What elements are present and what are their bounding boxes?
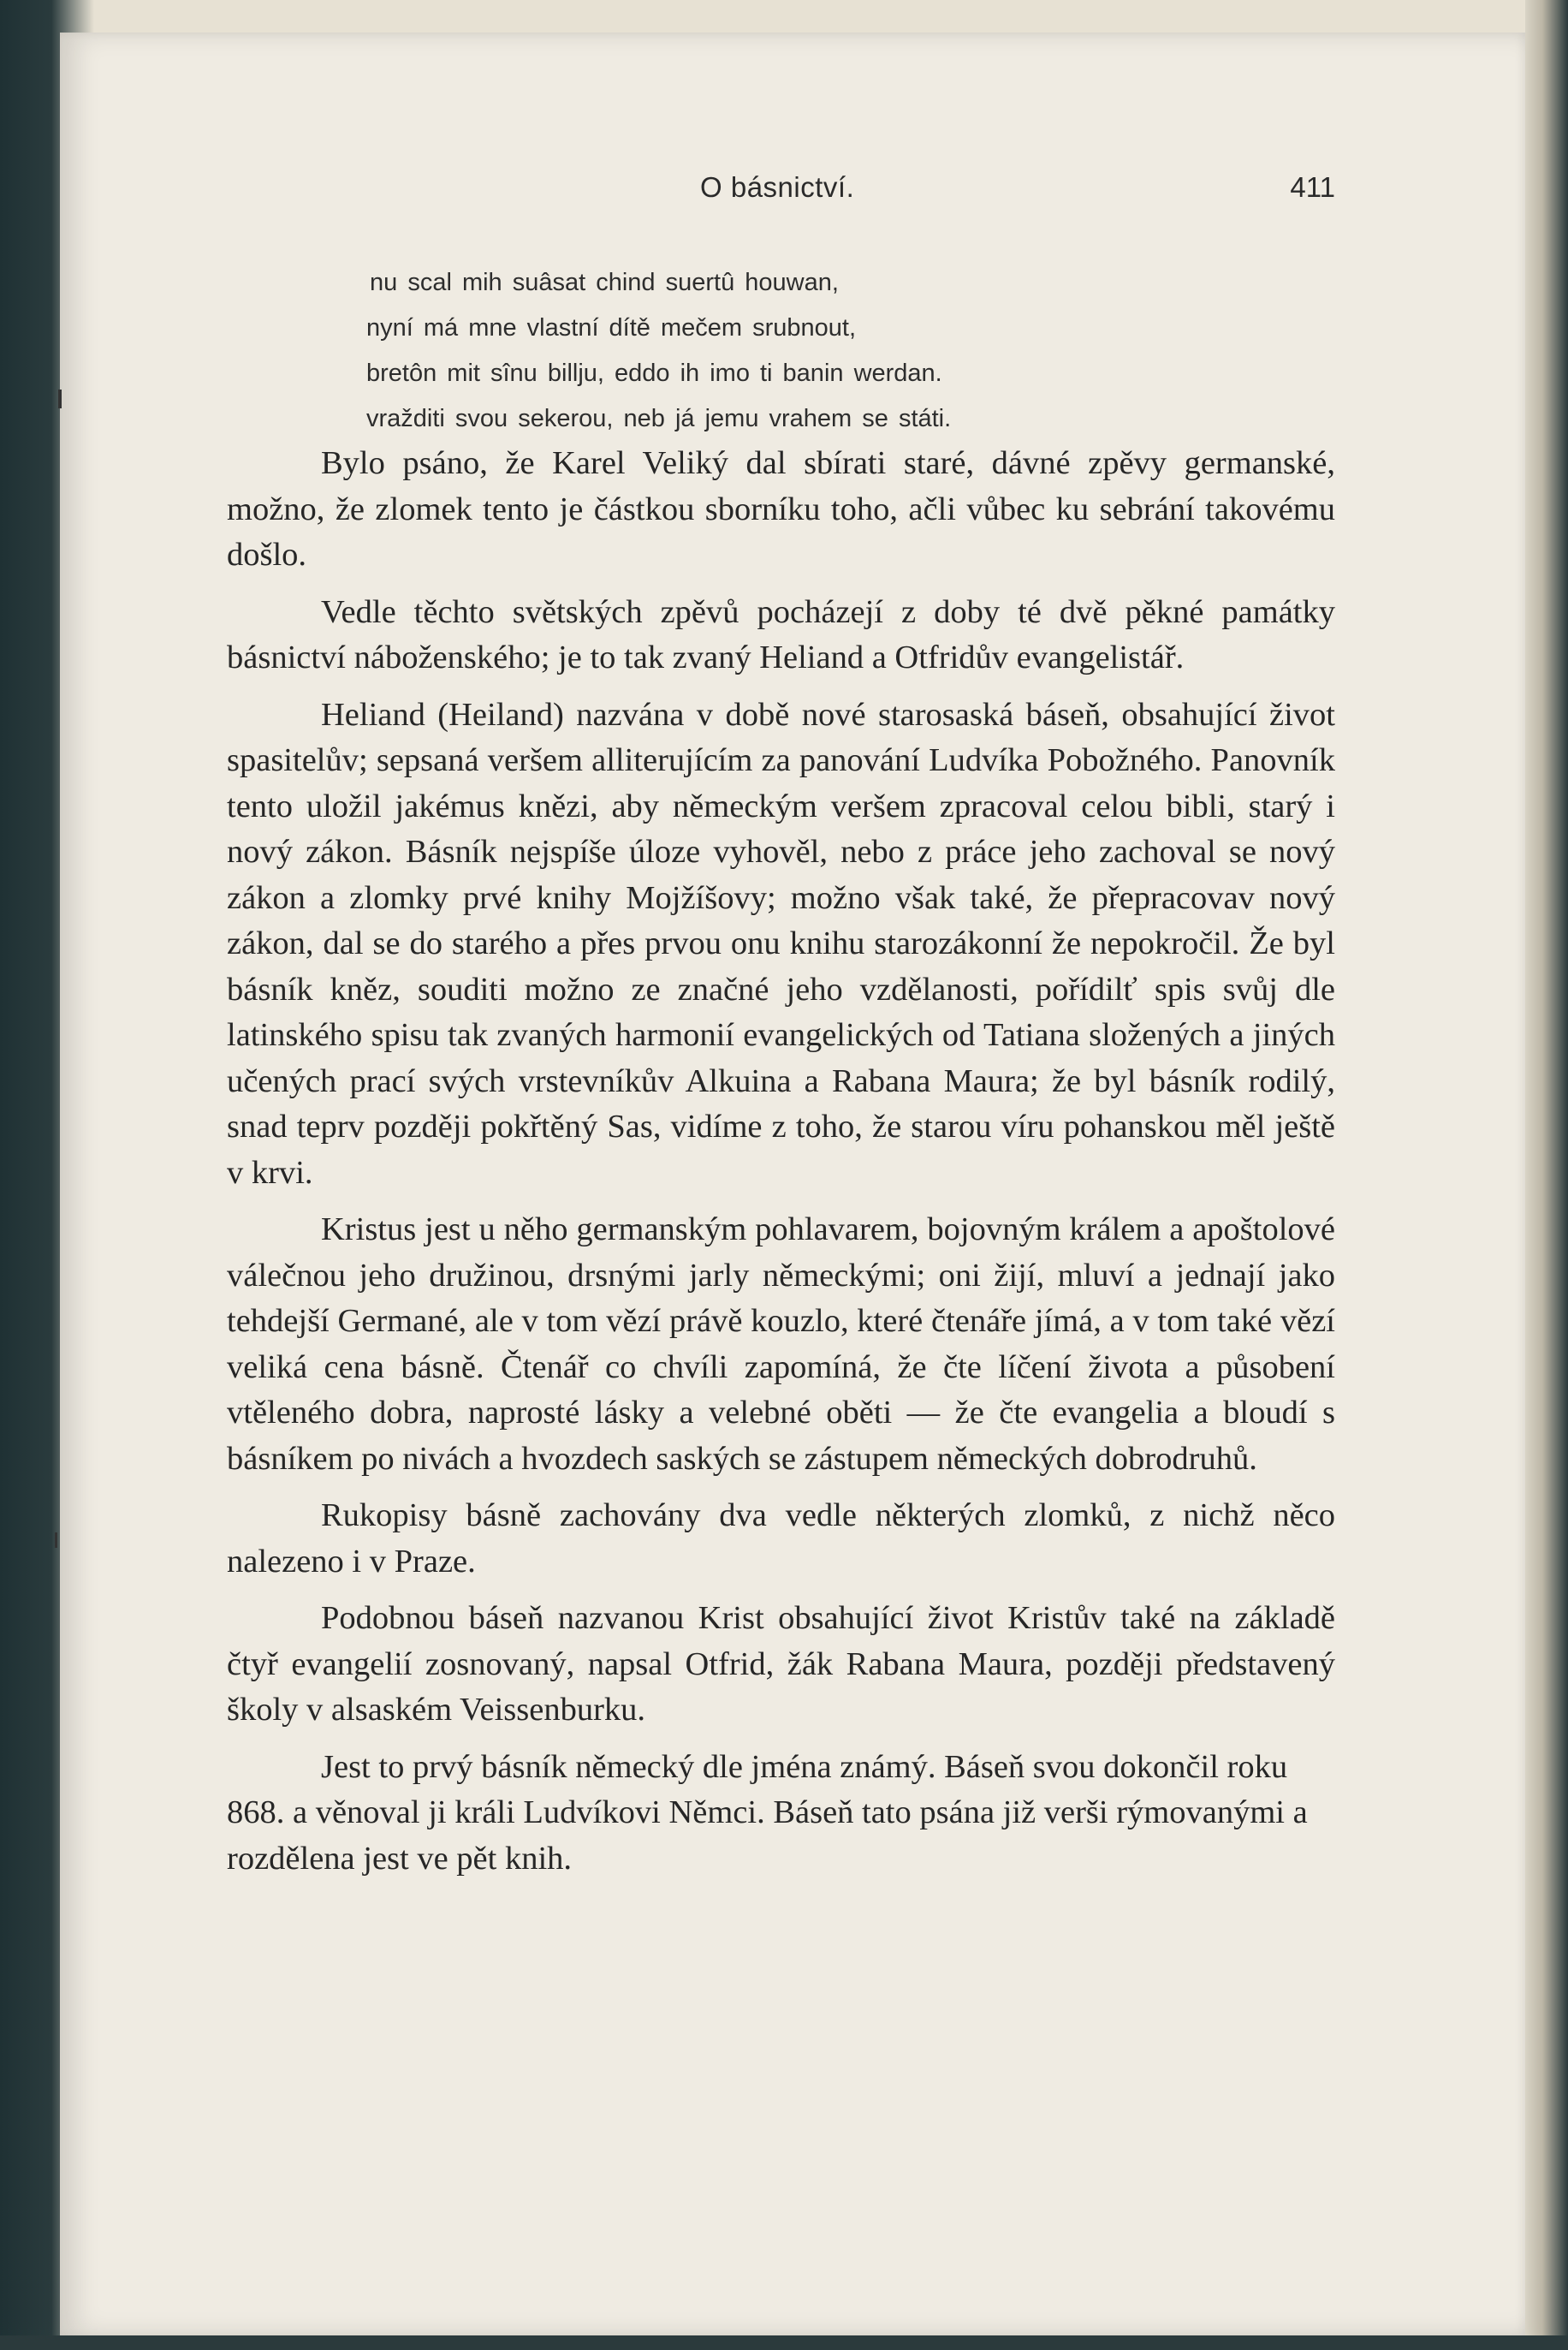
running-head: O básnictví. — [700, 171, 855, 203]
paragraph: Podobnou báseň nazvanou Krist obsahující život Kristův také na základě čtyř evangelií zosnovaný, napsal Otfrid, žák Rabana Maura, později představený školy v alsaském Veissenburku. — [227, 1600, 1335, 1728]
paragraph: Heliand (Heiland) nazvána v době nové starosaská báseň, obsahující život spasitelův; sepsaná veršem alliterujícím za panování Ludvíka Pobožného. Panovník tento uložil jakémus knězi, aby německým veršem zpracoval celou bibli, starý i nový zákon. Básník nejspíše úloze vyhověl, nebo z práce jeho zachoval se nový zákon a zlomky prvé knihy Mojžíšovy; možno však také, že přepracovav nový zákon, dal se do starého a přes prvou onu knihu starozákonní že nepokročil. Že byl básník kněz, souditi možno ze značné jeho vzdělanosti, pořídilť spis svůj dle latinského spisu tak zvaných harmonií evangelických od Tatiana složených a jiných učených prací svých vrstevníkův Alkuina a Rabana Maura; že byl básník rodilý, snad teprv později pokřtěný Sas, vidíme z toho, že starou víru pohanskou měl ještě v krvi. — [227, 696, 1335, 1191]
verse-quotation — [366, 260, 1188, 442]
gutter-mark — [55, 1532, 57, 1548]
gutter-mark — [58, 390, 62, 408]
verse-line: nu scal mih suâsat chind suertû houwan, — [370, 269, 839, 296]
page-header — [223, 171, 1335, 214]
verse-line: vražditi svou sekerou, neb já jemu vrahem se státi. — [366, 405, 952, 432]
paragraph: Rukopisy básně zachovány dva vedle některých zlomků, z nichž něco nalezeno i v Praze. — [227, 1497, 1335, 1580]
scan-bottom-edge — [0, 2335, 1568, 2350]
page-edge — [1525, 0, 1568, 2350]
paragraph: Vedle těchto světských zpěvů pocházejí z doby té dvě pěkné památky básnictví náboženského; je to tak zvaný Heliand a Otfridův evangelistář. — [227, 593, 1335, 675]
verse-line: bretôn mit sînu billju, eddo ih imo ti banin werdan. — [366, 360, 942, 387]
paragraph: Jest to prvý básník německý dle jména známý. Báseň svou dokončil roku 868. a věnoval ji králi Ludvíkovi Němci. Báseň tato psána již verši rýmovanými a rozdělena jest ve pět knih. — [227, 1748, 1308, 1877]
page-number: 411 — [1290, 171, 1335, 203]
verse-line: nyní má mne vlastní dítě mečem srubnout, — [366, 314, 857, 342]
body-text — [227, 441, 1335, 1893]
paragraph: Bylo psáno, že Karel Veliký dal sbírati staré, dávné zpěvy germanské, možno, že zlomek tento je částkou sborníku toho, ačli vůbec ku sebrání takovému došlo. — [227, 445, 1335, 573]
paragraph: Kristus jest u něho germanským pohlavarem, bojovným králem a apoštolové válečnou jeho družinou, drsnými jarly německými; oni žijí, mluví a jednají jako tehdejší Germané, ale v tom vězí právě kouzlo, které čtenáře jímá, a v tom také vězí veliká cena básně. Čtenář co chvíli zapomíná, že čte líčení života a působení vtěleného dobra, naprosté lásky a velebné oběti — že čte evangelia a bloudí s básníkem po nivách a hvozdech saských se zástupem německých dobrodruhů. — [227, 1211, 1335, 1477]
